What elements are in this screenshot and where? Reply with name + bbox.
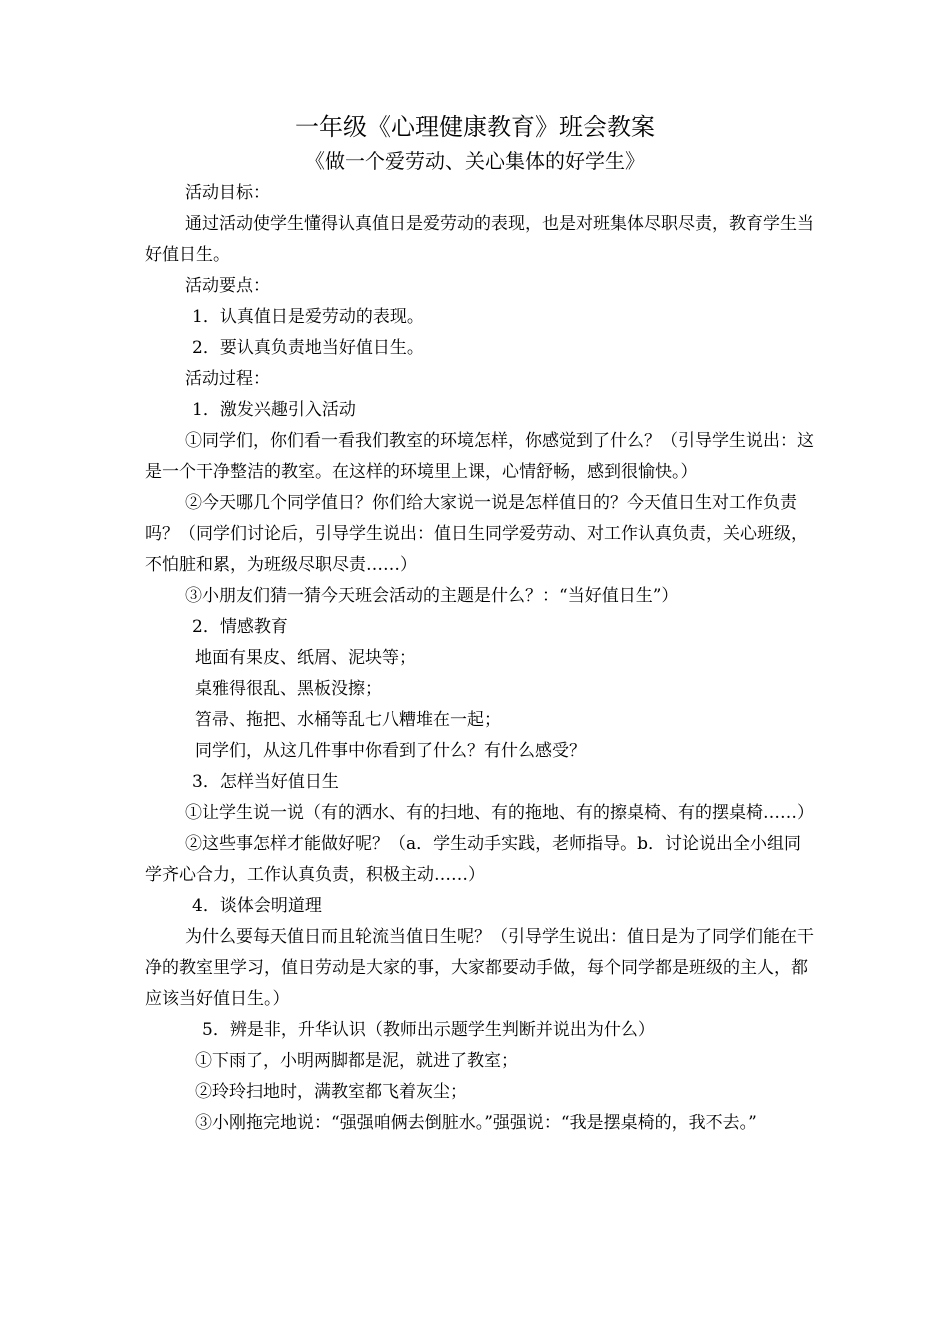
paragraph: 2．情感教育	[192, 617, 288, 637]
paragraph: 为什么要每天值日而且轮流当值日生呢？（引导学生说出：值日是为了同学们能在干净的教室里学习，值日劳动是大家的事，大家都要动手做，每个同学都是班级的主人，都应该当好值日生。）	[145, 927, 814, 1009]
paragraph: 活动要点：	[185, 276, 270, 296]
paragraph: 3．怎样当好值日生	[192, 772, 339, 792]
paragraph: 地面有果皮、纸屑、泥块等；	[195, 648, 416, 668]
paragraph: ②玲玲扫地时，满教室都飞着灰尘；	[195, 1082, 467, 1102]
paragraph: 5．辨是非，升华认识（教师出示题学生判断并说出为什么）	[202, 1020, 655, 1040]
document-body	[145, 178, 815, 1139]
paragraph: 通过活动使学生懂得认真值日是爱劳动的表现，也是对班集体尽职尽责，教育学生当好值日生。	[145, 214, 814, 265]
paragraph: ①下雨了，小明两脚都是泥，就进了教室；	[195, 1051, 518, 1071]
paragraph: ②这些事怎样才能做好呢？（a．学生动手实践，老师指导。b．讨论说出全小组同学齐心合力，工作认真负责，积极主动……）	[145, 834, 802, 885]
paragraph: 1．认真值日是爱劳动的表现。	[192, 307, 424, 327]
paragraph: ①同学们，你们看一看我们教室的环境怎样，你感觉到了什么？（引导学生说出：这是一个干净整洁的教室。在这样的环境里上课，心情舒畅，感到很愉快。）	[145, 431, 814, 482]
paragraph: 活动过程：	[185, 369, 270, 389]
paragraph: ①让学生说一说（有的洒水、有的扫地、有的拖地、有的擦桌椅、有的摆桌椅……）	[185, 803, 814, 823]
paragraph: 桌雅得很乱、黑板没擦；	[195, 679, 382, 699]
document-subtitle: 《做一个爱劳动、关心集体的好学生》	[305, 149, 645, 173]
paragraph: 2．要认真负责地当好值日生。	[192, 338, 424, 358]
paragraph: 4．谈体会明道理	[192, 896, 322, 916]
paragraph: 同学们，从这几件事中你看到了什么？有什么感受？	[195, 741, 586, 761]
paragraph: ③小刚拖完地说：“强强咱俩去倒脏水。”强强说：“我是摆桌椅的，我不去。”	[195, 1113, 757, 1133]
paragraph: 1．激发兴趣引入活动	[192, 400, 356, 420]
document-title: 一年级《心理健康教育》班会教案	[295, 113, 655, 141]
paragraph: 笤帚、拖把、水桶等乱七八糟堆在一起；	[195, 710, 501, 730]
paragraph: ③小朋友们猜一猜今天班会活动的主题是什么？：“当好值日生”）	[185, 586, 679, 606]
paragraph: 活动目标：	[185, 183, 270, 203]
paragraph: ②今天哪几个同学值日？你们给大家说一说是怎样值日的？今天值日生对工作负责吗？（同学们讨论后，引导学生说出：值日生同学爱劳动、对工作认真负责，关心班级，不怕脏和累，为班级尽职尽责……）	[145, 493, 808, 575]
